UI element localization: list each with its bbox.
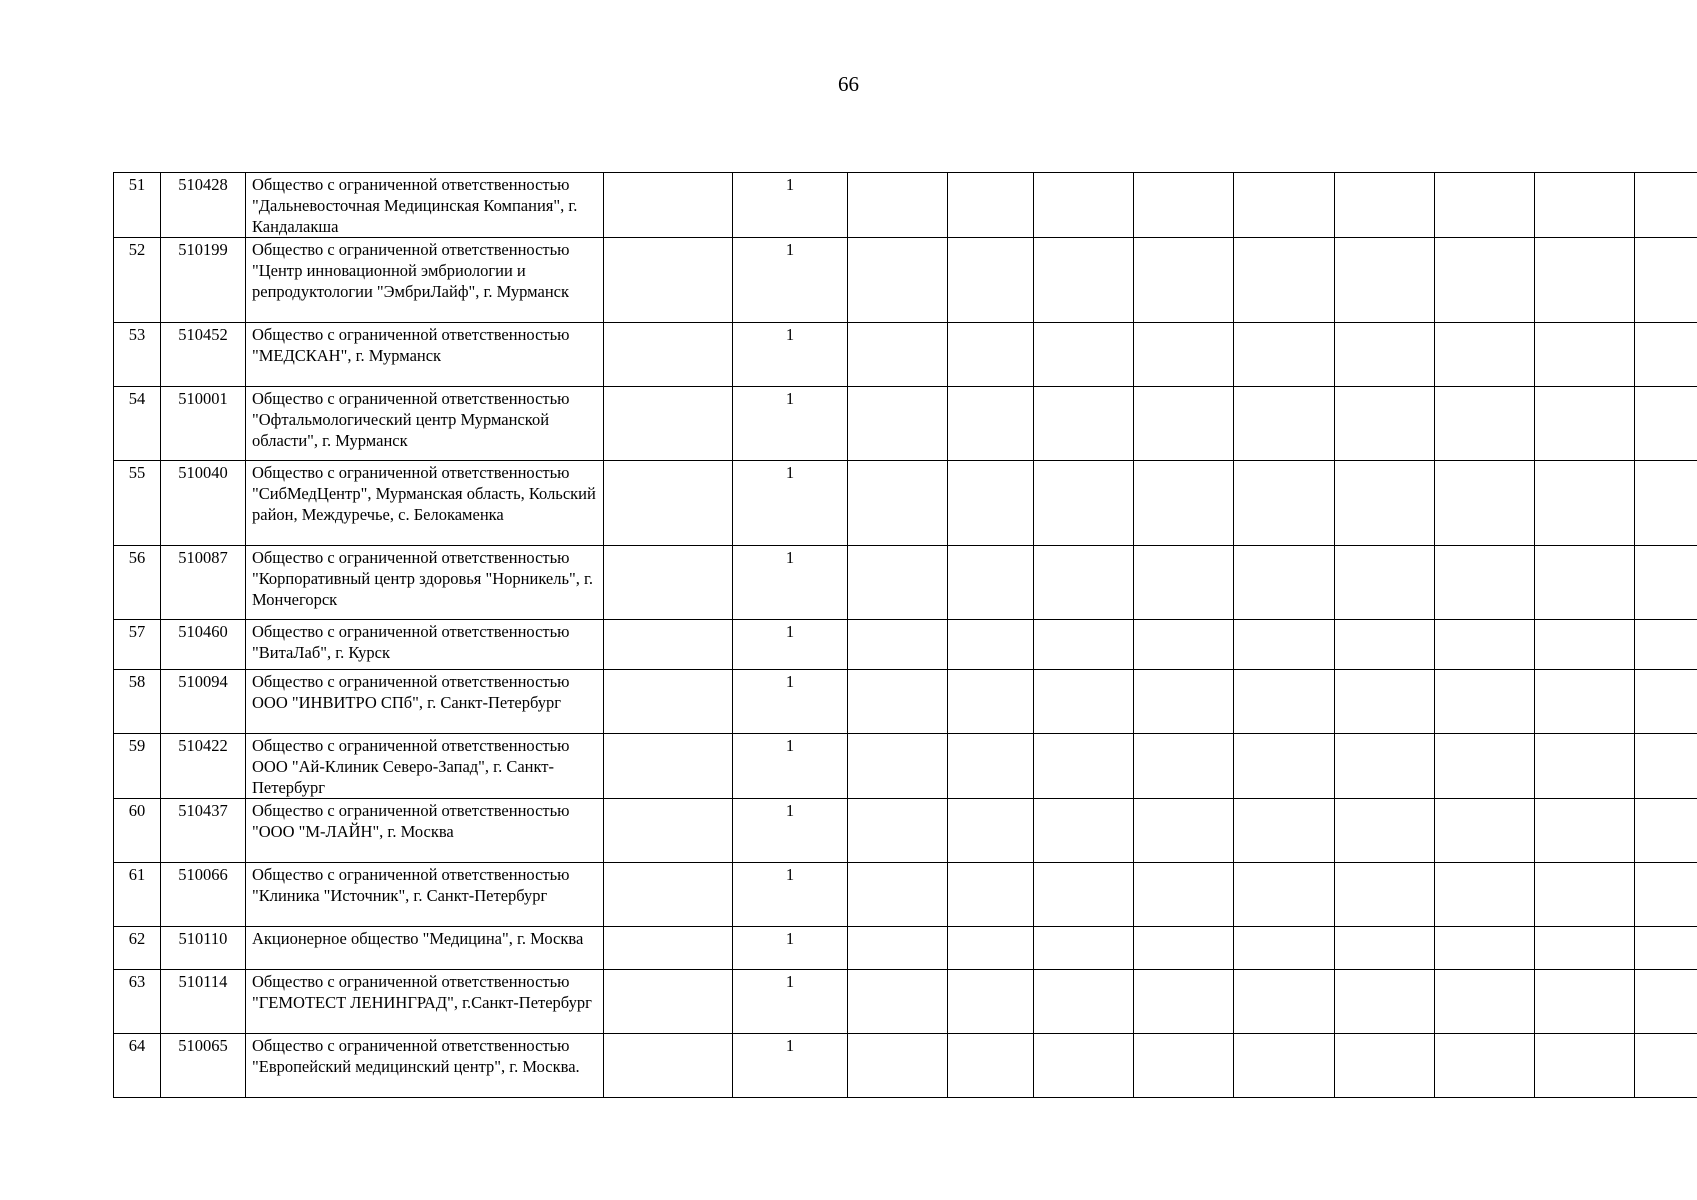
empty-cell — [604, 970, 733, 1034]
row-number-cell: 57 — [114, 620, 161, 670]
table-row — [114, 799, 1697, 863]
empty-cell — [1435, 323, 1535, 387]
empty-cell — [948, 734, 1034, 799]
empty-cell — [848, 238, 948, 323]
table-row — [114, 546, 1697, 620]
empty-cell — [1535, 546, 1635, 620]
empty-cell — [1435, 461, 1535, 546]
empty-cell — [1134, 323, 1234, 387]
empty-cell — [1134, 387, 1234, 461]
empty-cell — [1034, 1034, 1134, 1098]
empty-cell — [1435, 927, 1535, 970]
empty-cell — [1635, 173, 1697, 238]
empty-cell — [604, 1034, 733, 1098]
empty-cell — [1535, 799, 1635, 863]
empty-cell — [1335, 799, 1435, 863]
empty-cell — [604, 670, 733, 734]
flag-value-cell: 1 — [733, 734, 848, 799]
empty-cell — [1435, 970, 1535, 1034]
empty-cell — [948, 387, 1034, 461]
empty-cell — [1635, 620, 1697, 670]
empty-cell — [1335, 970, 1435, 1034]
empty-cell — [604, 863, 733, 927]
empty-cell — [848, 546, 948, 620]
empty-cell — [1435, 799, 1535, 863]
registry-code-cell: 510422 — [161, 734, 246, 799]
empty-cell — [1535, 863, 1635, 927]
flag-value-cell: 1 — [733, 546, 848, 620]
organization-name-cell: Общество с ограниченной ответственностью "Дальневосточная Медицинская Компания", г. Кандалакша — [246, 173, 604, 238]
empty-cell — [948, 323, 1034, 387]
row-number-cell: 58 — [114, 670, 161, 734]
empty-cell — [1034, 670, 1134, 734]
organization-name-cell: Общество с ограниченной ответственностью "Европейский медицинский центр", г. Москва. — [246, 1034, 604, 1098]
empty-cell — [604, 546, 733, 620]
page-number: 66 — [838, 72, 859, 96]
table-body — [114, 173, 1697, 1098]
row-number-cell: 61 — [114, 863, 161, 927]
empty-cell — [1635, 863, 1697, 927]
empty-cell — [1234, 863, 1335, 927]
table-row — [114, 670, 1697, 734]
flag-value-cell: 1 — [733, 461, 848, 546]
organization-name-cell: Акционерное общество "Медицина", г. Москва — [246, 927, 604, 970]
empty-cell — [1234, 670, 1335, 734]
row-number-cell: 54 — [114, 387, 161, 461]
empty-cell — [948, 238, 1034, 323]
empty-cell — [1034, 173, 1134, 238]
empty-cell — [948, 670, 1034, 734]
empty-cell — [1234, 387, 1335, 461]
registry-code-cell: 510452 — [161, 323, 246, 387]
empty-cell — [948, 546, 1034, 620]
table-row — [114, 387, 1697, 461]
registry-code-cell: 510065 — [161, 1034, 246, 1098]
empty-cell — [1134, 670, 1234, 734]
registry-code-cell: 510094 — [161, 670, 246, 734]
empty-cell — [1134, 546, 1234, 620]
empty-cell — [1535, 461, 1635, 546]
empty-cell — [848, 461, 948, 546]
empty-cell — [1134, 461, 1234, 546]
empty-cell — [1234, 927, 1335, 970]
empty-cell — [1134, 173, 1234, 238]
empty-cell — [604, 173, 733, 238]
empty-cell — [1234, 620, 1335, 670]
empty-cell — [1635, 1034, 1697, 1098]
empty-cell — [1134, 1034, 1234, 1098]
empty-cell — [1435, 173, 1535, 238]
empty-cell — [1234, 734, 1335, 799]
empty-cell — [1034, 970, 1134, 1034]
empty-cell — [1134, 927, 1234, 970]
organization-name-cell: Общество с ограниченной ответственностью "ВитаЛаб", г. Курск — [246, 620, 604, 670]
empty-cell — [604, 734, 733, 799]
empty-cell — [1134, 970, 1234, 1034]
empty-cell — [1134, 734, 1234, 799]
registry-code-cell: 510428 — [161, 173, 246, 238]
empty-cell — [1335, 387, 1435, 461]
empty-cell — [1535, 173, 1635, 238]
empty-cell — [1335, 620, 1435, 670]
organization-name-cell: Общество с ограниченной ответственностью "Клиника "Источник", г. Санкт-Петербург — [246, 863, 604, 927]
registry-code-cell: 510437 — [161, 799, 246, 863]
empty-cell — [1635, 323, 1697, 387]
empty-cell — [1234, 546, 1335, 620]
empty-cell — [1635, 238, 1697, 323]
empty-cell — [948, 927, 1034, 970]
organization-name-cell: Общество с ограниченной ответственностью ООО "ИНВИТРО СПб", г. Санкт-Петербург — [246, 670, 604, 734]
empty-cell — [1335, 1034, 1435, 1098]
empty-cell — [1234, 238, 1335, 323]
empty-cell — [604, 387, 733, 461]
empty-cell — [1435, 734, 1535, 799]
empty-cell — [1034, 387, 1134, 461]
empty-cell — [1635, 734, 1697, 799]
empty-cell — [1435, 670, 1535, 734]
flag-value-cell: 1 — [733, 670, 848, 734]
empty-cell — [948, 970, 1034, 1034]
empty-cell — [1335, 173, 1435, 238]
empty-cell — [1335, 323, 1435, 387]
empty-cell — [848, 970, 948, 1034]
empty-cell — [848, 799, 948, 863]
empty-cell — [1335, 461, 1435, 546]
empty-cell — [948, 863, 1034, 927]
empty-cell — [1435, 620, 1535, 670]
empty-cell — [1335, 863, 1435, 927]
empty-cell — [1335, 927, 1435, 970]
empty-cell — [848, 927, 948, 970]
empty-cell — [1435, 387, 1535, 461]
empty-cell — [848, 620, 948, 670]
empty-cell — [1034, 927, 1134, 970]
empty-cell — [1635, 927, 1697, 970]
flag-value-cell: 1 — [733, 970, 848, 1034]
empty-cell — [1535, 734, 1635, 799]
empty-cell — [1034, 799, 1134, 863]
table-row — [114, 173, 1697, 238]
table-row — [114, 1034, 1697, 1098]
empty-cell — [1635, 670, 1697, 734]
empty-cell — [948, 173, 1034, 238]
empty-cell — [1535, 620, 1635, 670]
empty-cell — [1134, 620, 1234, 670]
flag-value-cell: 1 — [733, 620, 848, 670]
empty-cell — [1034, 620, 1134, 670]
empty-cell — [848, 734, 948, 799]
row-number-cell: 53 — [114, 323, 161, 387]
empty-cell — [948, 620, 1034, 670]
empty-cell — [1234, 799, 1335, 863]
row-number-cell: 55 — [114, 461, 161, 546]
organization-name-cell: Общество с ограниченной ответственностью ООО "Ай-Клиник Северо-Запад", г. Санкт-Петербург — [246, 734, 604, 799]
flag-value-cell: 1 — [733, 173, 848, 238]
empty-cell — [1234, 1034, 1335, 1098]
empty-cell — [1435, 863, 1535, 927]
empty-cell — [1535, 238, 1635, 323]
empty-cell — [1034, 461, 1134, 546]
row-number-cell: 59 — [114, 734, 161, 799]
empty-cell — [1335, 238, 1435, 323]
registry-code-cell: 510087 — [161, 546, 246, 620]
empty-cell — [1635, 387, 1697, 461]
registry-code-cell: 510114 — [161, 970, 246, 1034]
organization-name-cell: Общество с ограниченной ответственностью "Корпоративный центр здоровья "Норникель", г. Мончегорск — [246, 546, 604, 620]
empty-cell — [1435, 238, 1535, 323]
empty-cell — [1034, 323, 1134, 387]
empty-cell — [1134, 238, 1234, 323]
flag-value-cell: 1 — [733, 927, 848, 970]
organizations-table — [113, 172, 1697, 1098]
empty-cell — [1134, 863, 1234, 927]
flag-value-cell: 1 — [733, 1034, 848, 1098]
row-number-cell: 60 — [114, 799, 161, 863]
empty-cell — [1635, 799, 1697, 863]
empty-cell — [1034, 863, 1134, 927]
row-number-cell: 62 — [114, 927, 161, 970]
row-number-cell: 63 — [114, 970, 161, 1034]
empty-cell — [948, 461, 1034, 546]
empty-cell — [948, 1034, 1034, 1098]
flag-value-cell: 1 — [733, 238, 848, 323]
table-row — [114, 734, 1697, 799]
empty-cell — [1535, 927, 1635, 970]
flag-value-cell: 1 — [733, 323, 848, 387]
flag-value-cell: 1 — [733, 799, 848, 863]
empty-cell — [1635, 461, 1697, 546]
row-number-cell: 52 — [114, 238, 161, 323]
empty-cell — [1034, 238, 1134, 323]
empty-cell — [848, 173, 948, 238]
empty-cell — [1335, 546, 1435, 620]
empty-cell — [1535, 670, 1635, 734]
table-row — [114, 620, 1697, 670]
organization-name-cell: Общество с ограниченной ответственностью "МЕДСКАН", г. Мурманск — [246, 323, 604, 387]
row-number-cell: 56 — [114, 546, 161, 620]
organization-name-cell: Общество с ограниченной ответственностью "Офтальмологический центр Мурманской области", г. Мурманск — [246, 387, 604, 461]
empty-cell — [848, 863, 948, 927]
organization-name-cell: Общество с ограниченной ответственностью "ООО "М-ЛАЙН", г. Москва — [246, 799, 604, 863]
registry-code-cell: 510066 — [161, 863, 246, 927]
empty-cell — [1335, 734, 1435, 799]
row-number-cell: 51 — [114, 173, 161, 238]
empty-cell — [604, 927, 733, 970]
empty-cell — [948, 799, 1034, 863]
table-row — [114, 323, 1697, 387]
empty-cell — [1234, 461, 1335, 546]
registry-code-cell: 510110 — [161, 927, 246, 970]
row-number-cell: 64 — [114, 1034, 161, 1098]
empty-cell — [1234, 173, 1335, 238]
registry-code-cell: 510001 — [161, 387, 246, 461]
empty-cell — [1435, 546, 1535, 620]
empty-cell — [604, 238, 733, 323]
empty-cell — [1034, 734, 1134, 799]
empty-cell — [1535, 1034, 1635, 1098]
table-row — [114, 927, 1697, 970]
empty-cell — [1435, 1034, 1535, 1098]
organization-name-cell: Общество с ограниченной ответственностью "СибМедЦентр", Мурманская область, Кольский район, Междуречье, с. Белокаменка — [246, 461, 604, 546]
empty-cell — [848, 323, 948, 387]
flag-value-cell: 1 — [733, 863, 848, 927]
empty-cell — [1535, 387, 1635, 461]
empty-cell — [1034, 546, 1134, 620]
empty-cell — [1335, 670, 1435, 734]
organization-name-cell: Общество с ограниченной ответственностью "Центр инновационной эмбриологии и репродуктологии "ЭмбриЛайф", г. Мурманск — [246, 238, 604, 323]
empty-cell — [604, 461, 733, 546]
registry-code-cell: 510199 — [161, 238, 246, 323]
empty-cell — [604, 620, 733, 670]
registry-code-cell: 510040 — [161, 461, 246, 546]
empty-cell — [1635, 970, 1697, 1034]
empty-cell — [1134, 799, 1234, 863]
empty-cell — [1234, 323, 1335, 387]
table-row — [114, 461, 1697, 546]
empty-cell — [1535, 323, 1635, 387]
flag-value-cell: 1 — [733, 387, 848, 461]
empty-cell — [1535, 970, 1635, 1034]
empty-cell — [848, 387, 948, 461]
empty-cell — [604, 323, 733, 387]
organization-name-cell: Общество с ограниченной ответственностью "ГЕМОТЕСТ ЛЕНИНГРАД", г.Санкт-Петербург — [246, 970, 604, 1034]
registry-code-cell: 510460 — [161, 620, 246, 670]
empty-cell — [1635, 546, 1697, 620]
table-row — [114, 970, 1697, 1034]
empty-cell — [848, 1034, 948, 1098]
empty-cell — [1234, 970, 1335, 1034]
table-row — [114, 238, 1697, 323]
table-row — [114, 863, 1697, 927]
empty-cell — [604, 799, 733, 863]
empty-cell — [848, 670, 948, 734]
